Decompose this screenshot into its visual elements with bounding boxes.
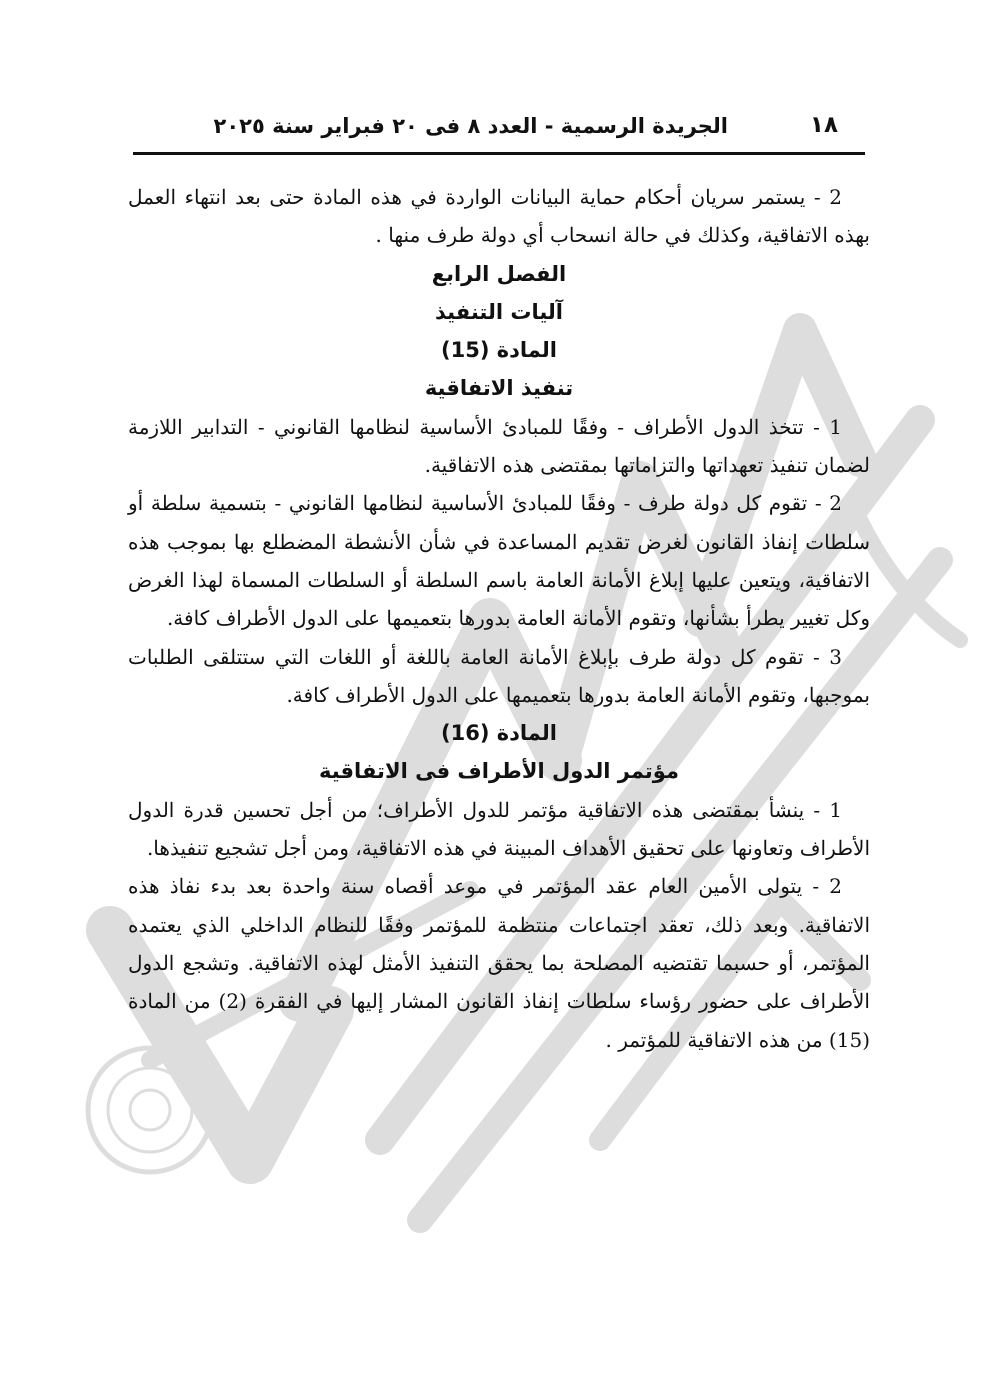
header-divider xyxy=(133,152,865,155)
chapter-subtitle: آليات التنفيذ xyxy=(435,299,563,324)
page-number: ١٨ xyxy=(809,112,838,138)
document-body xyxy=(128,178,870,1059)
paragraph-data-protection: 2 - يستمر سريان أحكام حماية البيانات الواردة في هذه المادة حتى بعد انتهاء العمل بهذه الاتفاقية، وكذلك في حالة انسحاب أي دولة طرف منها . xyxy=(128,185,870,248)
article-16-paragraph-1: 1 - ينشأ بمقتضى هذه الاتفاقية مؤتمر للدول الأطراف؛ من أجل تحسين قدرة الدول الأطراف وتعاونها على تحقيق الأهداف المبينة في هذه الاتفاقية، ومن أجل تشجيع تنفيذها. xyxy=(128,797,870,861)
article-15-paragraph-2: 2 - تقوم كل دولة طرف - وفقًا للمبادئ الأساسية لنظامها القانوني - بتسمية سلطة أو سلطات إنفاذ القانون لغرض تقديم المساعدة في شأن الأنشطة المضطلع بها بموجب هذه الاتفاقية، ويتعين عليها إبلاغ الأمانة العامة باسم السلطة أو السلطات المسماة لهذا الغرض وكل تغيير يطرأ بشأنها، وتقوم الأمانة العامة بدورها بتعميمها على الدول الأطراف كافة. xyxy=(128,491,870,631)
chapter-title: الفصل الرابع xyxy=(431,261,567,286)
article-15-subtitle: تنفيذ الاتفاقية xyxy=(424,376,574,401)
article-15-paragraph-3: 3 - تقوم كل دولة طرف بإبلاغ الأمانة العامة باللغة أو اللغات التي ستتلقى الطلبات بموجبها، وتقوم الأمانة العامة بدورها بتعميمها على الدول الأطراف كافة. xyxy=(128,644,870,707)
article-15-paragraph-1: 1 - تتخذ الدول الأطراف - وفقًا للمبادئ الأساسية لنظامها القانوني - التدابير اللازمة لضمان تنفيذ تعهداتها والتزاماتها بمقتضى هذه الاتفاقية. xyxy=(128,414,870,478)
article-15-title: المادة (15) xyxy=(441,338,557,363)
header-title: الجريدة الرسمية - العدد ٨ فى ٢٠ فبراير سنة ٢٠٢٥ xyxy=(213,114,728,138)
page-header xyxy=(128,112,868,152)
article-16-paragraph-2: 2 - يتولى الأمين العام عقد المؤتمر في موعد أقصاه سنة واحدة بعد بدء نفاذ هذه الاتفاقية. وبعد ذلك، تعقد اجتماعات منتظمة للمؤتمر وفقًا للنظام الداخلي الذي يعتمده المؤتمر، أو حسبما تقتضيه المصلحة بما يحقق التنفيذ الأمثل لهذه الاتفاقية. وتشجع الدول الأطراف على حضور رؤساء سلطات إنفاذ القانون المشار إليها في الفقرة (2) من المادة (15) من هذه الاتفاقية للمؤتمر . xyxy=(128,874,870,1052)
article-16-title: المادة (16) xyxy=(441,721,557,746)
article-16-subtitle: مؤتمر الدول الأطراف فى الاتفاقية xyxy=(319,759,679,784)
